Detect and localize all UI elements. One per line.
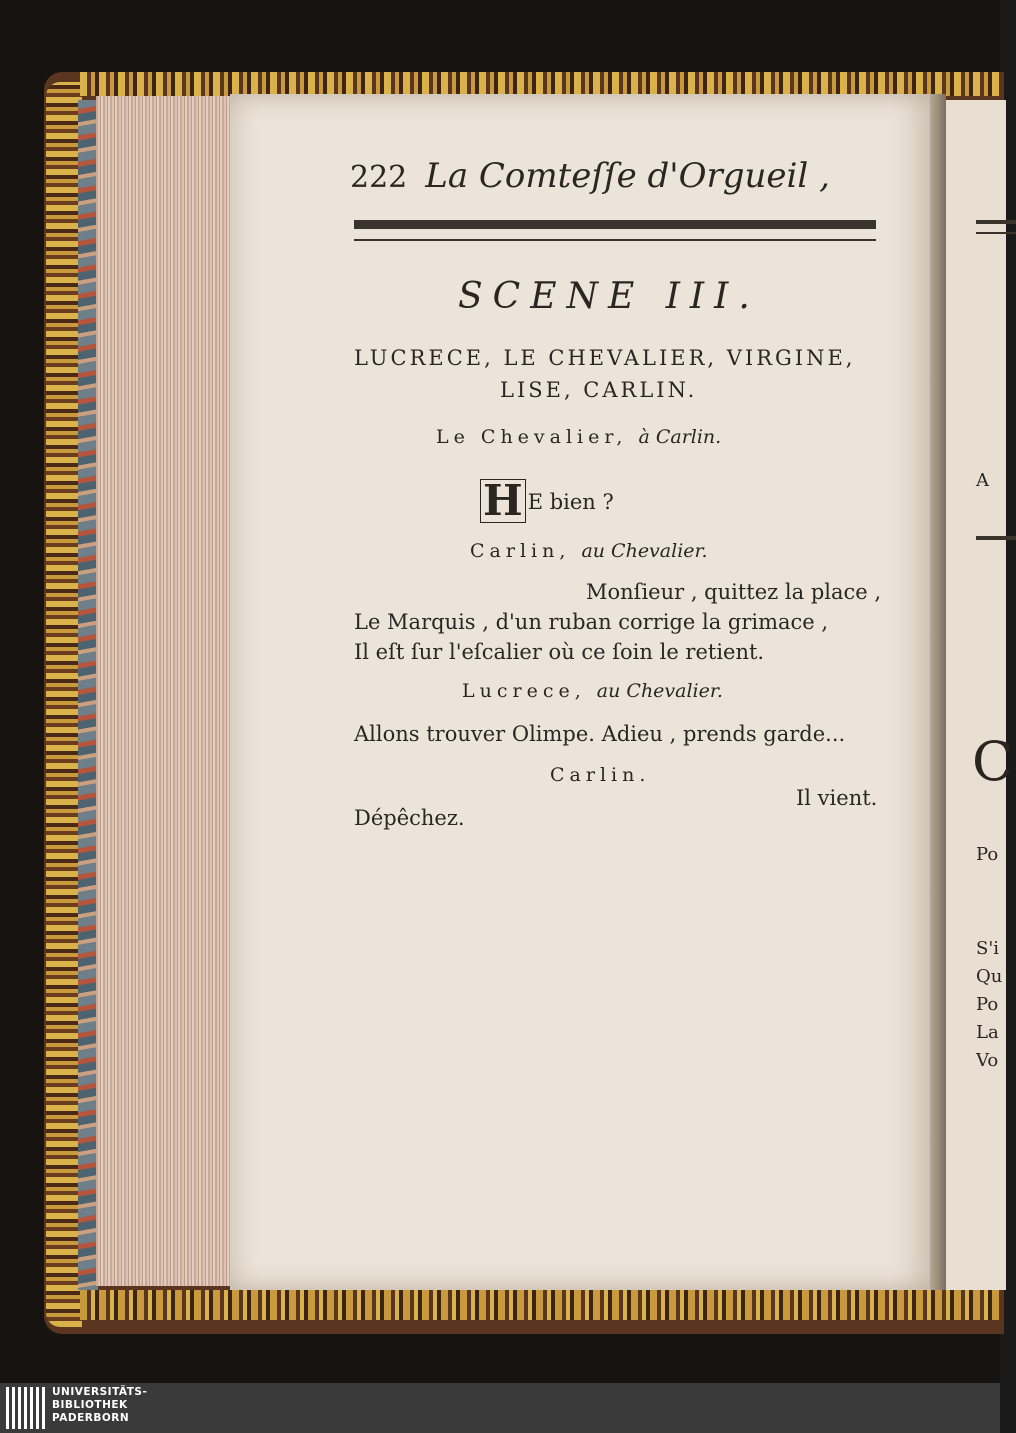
- right-page-fragment: A: [976, 470, 989, 491]
- page-edges: [96, 96, 230, 1286]
- verse-line: Dépêchez.: [354, 806, 465, 830]
- right-page-rule: [976, 232, 1016, 234]
- right-page-partial: [946, 100, 1014, 1290]
- cast-list-line2: LISE, CARLIN.: [500, 378, 698, 402]
- speaker-name: Carlin,: [470, 540, 571, 562]
- stage-direction: au Chevalier.: [596, 680, 723, 702]
- verse-line: Il vient.: [796, 786, 878, 810]
- right-page-rule: [976, 536, 1016, 540]
- stage-direction: au Chevalier.: [581, 540, 708, 562]
- right-page-fragment: Po: [976, 844, 999, 865]
- right-page-fragment: C: [972, 730, 1014, 793]
- library-logo-text: [52, 1386, 147, 1425]
- right-page-fragment: Vo: [976, 1050, 999, 1071]
- gilt-bottom-edge: [80, 1290, 1000, 1320]
- verse-line: Le Marquis , d'un ruban corrige la grimace ,: [354, 610, 829, 634]
- header-rule-thick: [354, 220, 876, 229]
- speaker-name: Carlin.: [550, 764, 651, 786]
- library-logo-icon: [6, 1387, 46, 1429]
- right-page-fragment: Po: [976, 994, 999, 1015]
- right-page-fragment: Qu: [976, 966, 1003, 987]
- speech-text: E bien ?: [527, 490, 614, 514]
- speech-line: [480, 476, 614, 525]
- stage-direction: à Carlin.: [638, 426, 722, 448]
- speaker-name: Lucrece,: [462, 680, 586, 702]
- library-footer: [0, 1383, 1000, 1433]
- verse-line: Allons trouver Olimpe. Adieu , prends garde...: [354, 722, 846, 746]
- right-page-rule: [976, 220, 1016, 224]
- verse-line: Il eſt ſur l'eſcalier où ce ſoin le retient.: [354, 640, 765, 664]
- speaker-heading: [462, 680, 723, 702]
- page-number: 222: [350, 160, 408, 195]
- speaker-name: Le Chevalier,: [436, 426, 628, 448]
- drop-cap: H: [480, 479, 526, 523]
- speaker-heading: [550, 764, 650, 786]
- logo-line: BIBLIOTHEK: [52, 1399, 128, 1411]
- logo-line: PADERBORN: [52, 1412, 130, 1424]
- running-head: [350, 156, 830, 196]
- running-head-title: La Comteſſe d'Orgueil ,: [425, 156, 830, 196]
- right-page-fragment: S'i: [976, 938, 1000, 959]
- right-page-fragment: La: [976, 1022, 999, 1043]
- logo-line: UNIVERSITÄTS-: [52, 1386, 148, 1398]
- gilt-spine-edge: [46, 82, 82, 1327]
- cast-list-line1: LUCRECE, LE CHEVALIER, VIRGINE,: [354, 346, 856, 370]
- header-rule-thin: [354, 239, 876, 241]
- gilt-top-edge: [80, 72, 1000, 96]
- speaker-heading: [470, 540, 708, 562]
- verse-line: Monſieur , quittez la place ,: [586, 580, 882, 604]
- speaker-heading: [436, 426, 721, 448]
- left-page: [230, 94, 936, 1290]
- page-gutter: [930, 94, 946, 1290]
- marbled-endpaper: [78, 100, 98, 1290]
- scene-title: SCENE III.: [458, 276, 760, 317]
